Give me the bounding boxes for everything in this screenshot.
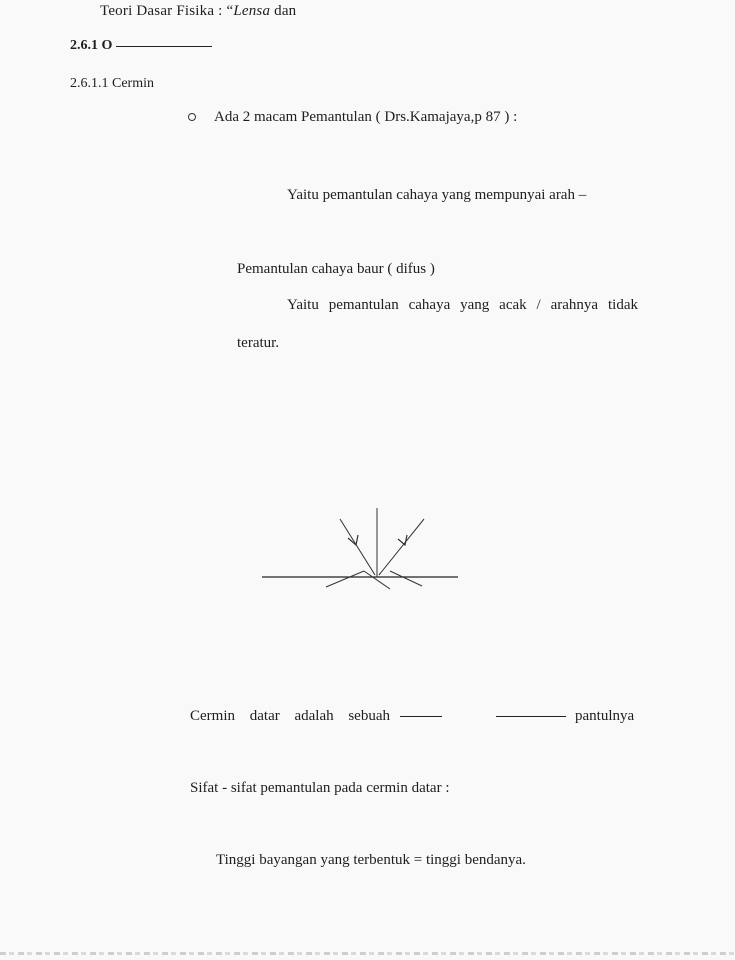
page-header: [100, 2, 296, 20]
diffuse-surface-1: [326, 571, 364, 587]
cermin-datar-text: Cermin datar adalah sebuah: [190, 708, 390, 724]
header-emphasis: Lensa: [233, 3, 271, 19]
heading-diffuse-reflection: Pemantulan cahaya baur ( difus ): [237, 261, 435, 277]
section-title-blank-line: [116, 46, 212, 47]
paragraph-regular-reflection: Yaitu pemantulan cahaya yang mempunyai arah –: [287, 187, 587, 203]
paragraph-diffuse-reflection: Yaitu pemantulan cahaya yang acak / arahnya tidak: [287, 297, 638, 313]
incident-ray: [340, 519, 375, 575]
bullet-icon: [188, 113, 196, 121]
cermin-datar-text-end: pantulnya: [575, 708, 635, 724]
header-prefix: Teori Dasar Fisika : “: [100, 3, 234, 19]
reflection-diagram: [262, 505, 462, 595]
tinggi-statement: Tinggi bayangan yang terbentuk = tinggi bendanya.: [216, 852, 526, 868]
fill-in-blank-1: [400, 716, 442, 717]
sifat-heading: Sifat - sifat pemantulan pada cermin datar :: [190, 780, 450, 796]
fill-in-blank-2: [496, 716, 566, 717]
reflected-ray: [379, 519, 424, 575]
header-suffix: dan: [270, 3, 297, 19]
bullet-text: Ada 2 macam Pemantulan ( Drs.Kamajaya,p 87 ) :: [214, 109, 518, 125]
paragraph-diffuse-reflection-cont: teratur.: [237, 335, 280, 351]
section-title-cermin: 2.6.1.1 Cermin: [70, 76, 154, 91]
scan-artifact-strip: [0, 952, 735, 955]
diffuse-surface-3: [390, 571, 422, 586]
section-number: 2.6.1 O: [70, 38, 113, 53]
reflected-arrow-icon: [398, 535, 407, 545]
